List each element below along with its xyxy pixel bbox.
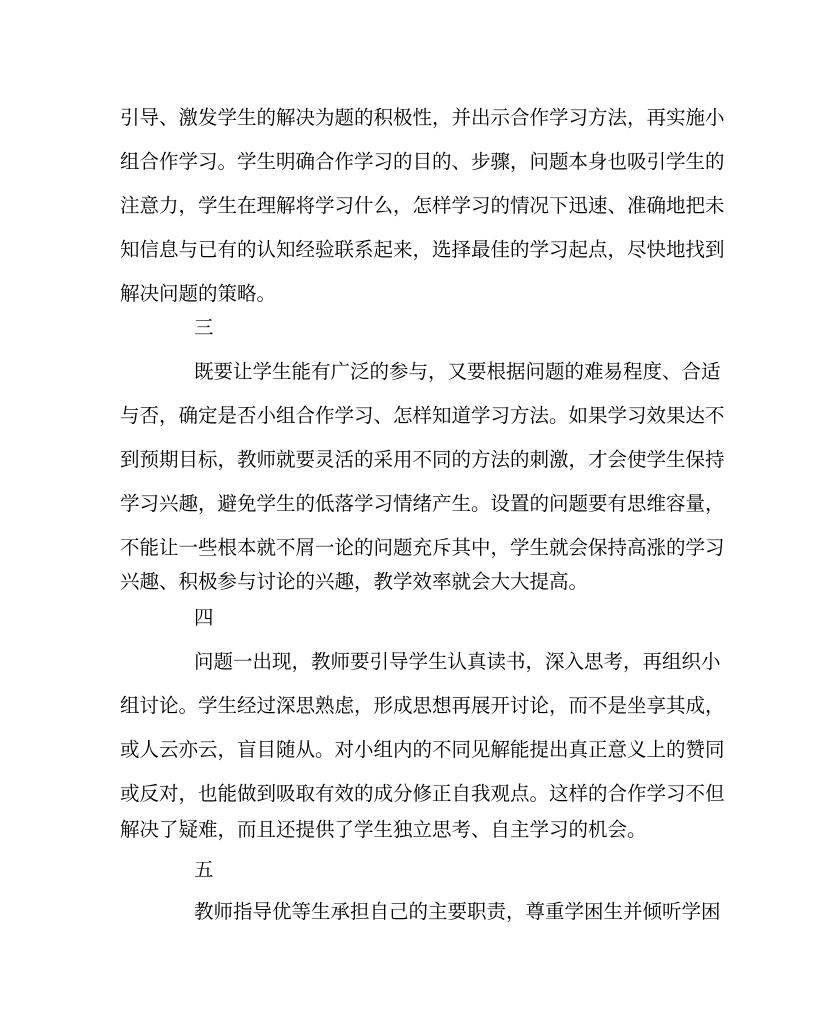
paragraph-3-line-3: 或人云亦云，盲目随从。对小组内的不同见解能提出真正意义上的赞同 xyxy=(120,738,725,761)
paragraph-2-line-3: 到预期目标，教师就要灵活的采用不同的方法的刺激，才会使学生保持 xyxy=(120,448,725,471)
paragraph-2-line-2: 与否，确定是否小组合作学习、怎样知道学习方法。如果学习效果达不 xyxy=(120,404,725,427)
paragraph-1-line-1: 引导、激发学生的解决为题的积极性，并出示合作学习方法，再实施小 xyxy=(120,106,725,129)
paragraph-1-line-4: 知信息与已有的认知经验联系起来，选择最佳的学习起点，尽快地找到 xyxy=(120,238,725,261)
paragraph-3-line-5: 解决了疑难，而且还提供了学生独立思考、自主学习的机会。 xyxy=(120,818,647,841)
paragraph-1-line-3: 注意力，学生在理解将学习什么，怎样学习的情况下迅速、准确地把未 xyxy=(120,194,725,217)
paragraph-2-line-4: 学习兴趣，避免学生的低落学习情绪产生。设置的问题要有思维容量， xyxy=(120,492,725,515)
section-heading-4: 四 xyxy=(194,606,214,629)
paragraph-1-line-2: 组合作学习。学生明确合作学习的目的、步骤，问题本身也吸引学生的 xyxy=(120,150,725,173)
paragraph-2-line-6: 兴趣、积极参与讨论的兴趣，教学效率就会大大提高。 xyxy=(120,570,589,593)
paragraph-3-line-2: 组讨论。学生经过深思熟虑，形成思想再展开讨论，而不是坐享其成， xyxy=(120,694,725,717)
paragraph-2-line-1: 既要让学生能有广泛的参与，又要根据问题的难易程度、合适 xyxy=(194,360,721,383)
paragraph-3-line-1: 问题一出现，教师要引导学生认真读书，深入思考，再组织小 xyxy=(194,650,721,673)
paragraph-4-line-1: 教师指导优等生承担自己的主要职责，尊重学困生并倾听学困 xyxy=(194,900,721,923)
paragraph-3-line-4: 或反对，也能做到吸取有效的成分修正自我观点。这样的合作学习不但 xyxy=(120,782,725,805)
section-heading-3: 三 xyxy=(194,316,214,339)
section-heading-5: 五 xyxy=(194,858,214,881)
paragraph-2-line-5: 不能让一些根本就不屑一论的问题充斥其中，学生就会保持高涨的学习 xyxy=(120,536,725,559)
paragraph-1-line-5: 解决问题的策略。 xyxy=(120,282,277,305)
